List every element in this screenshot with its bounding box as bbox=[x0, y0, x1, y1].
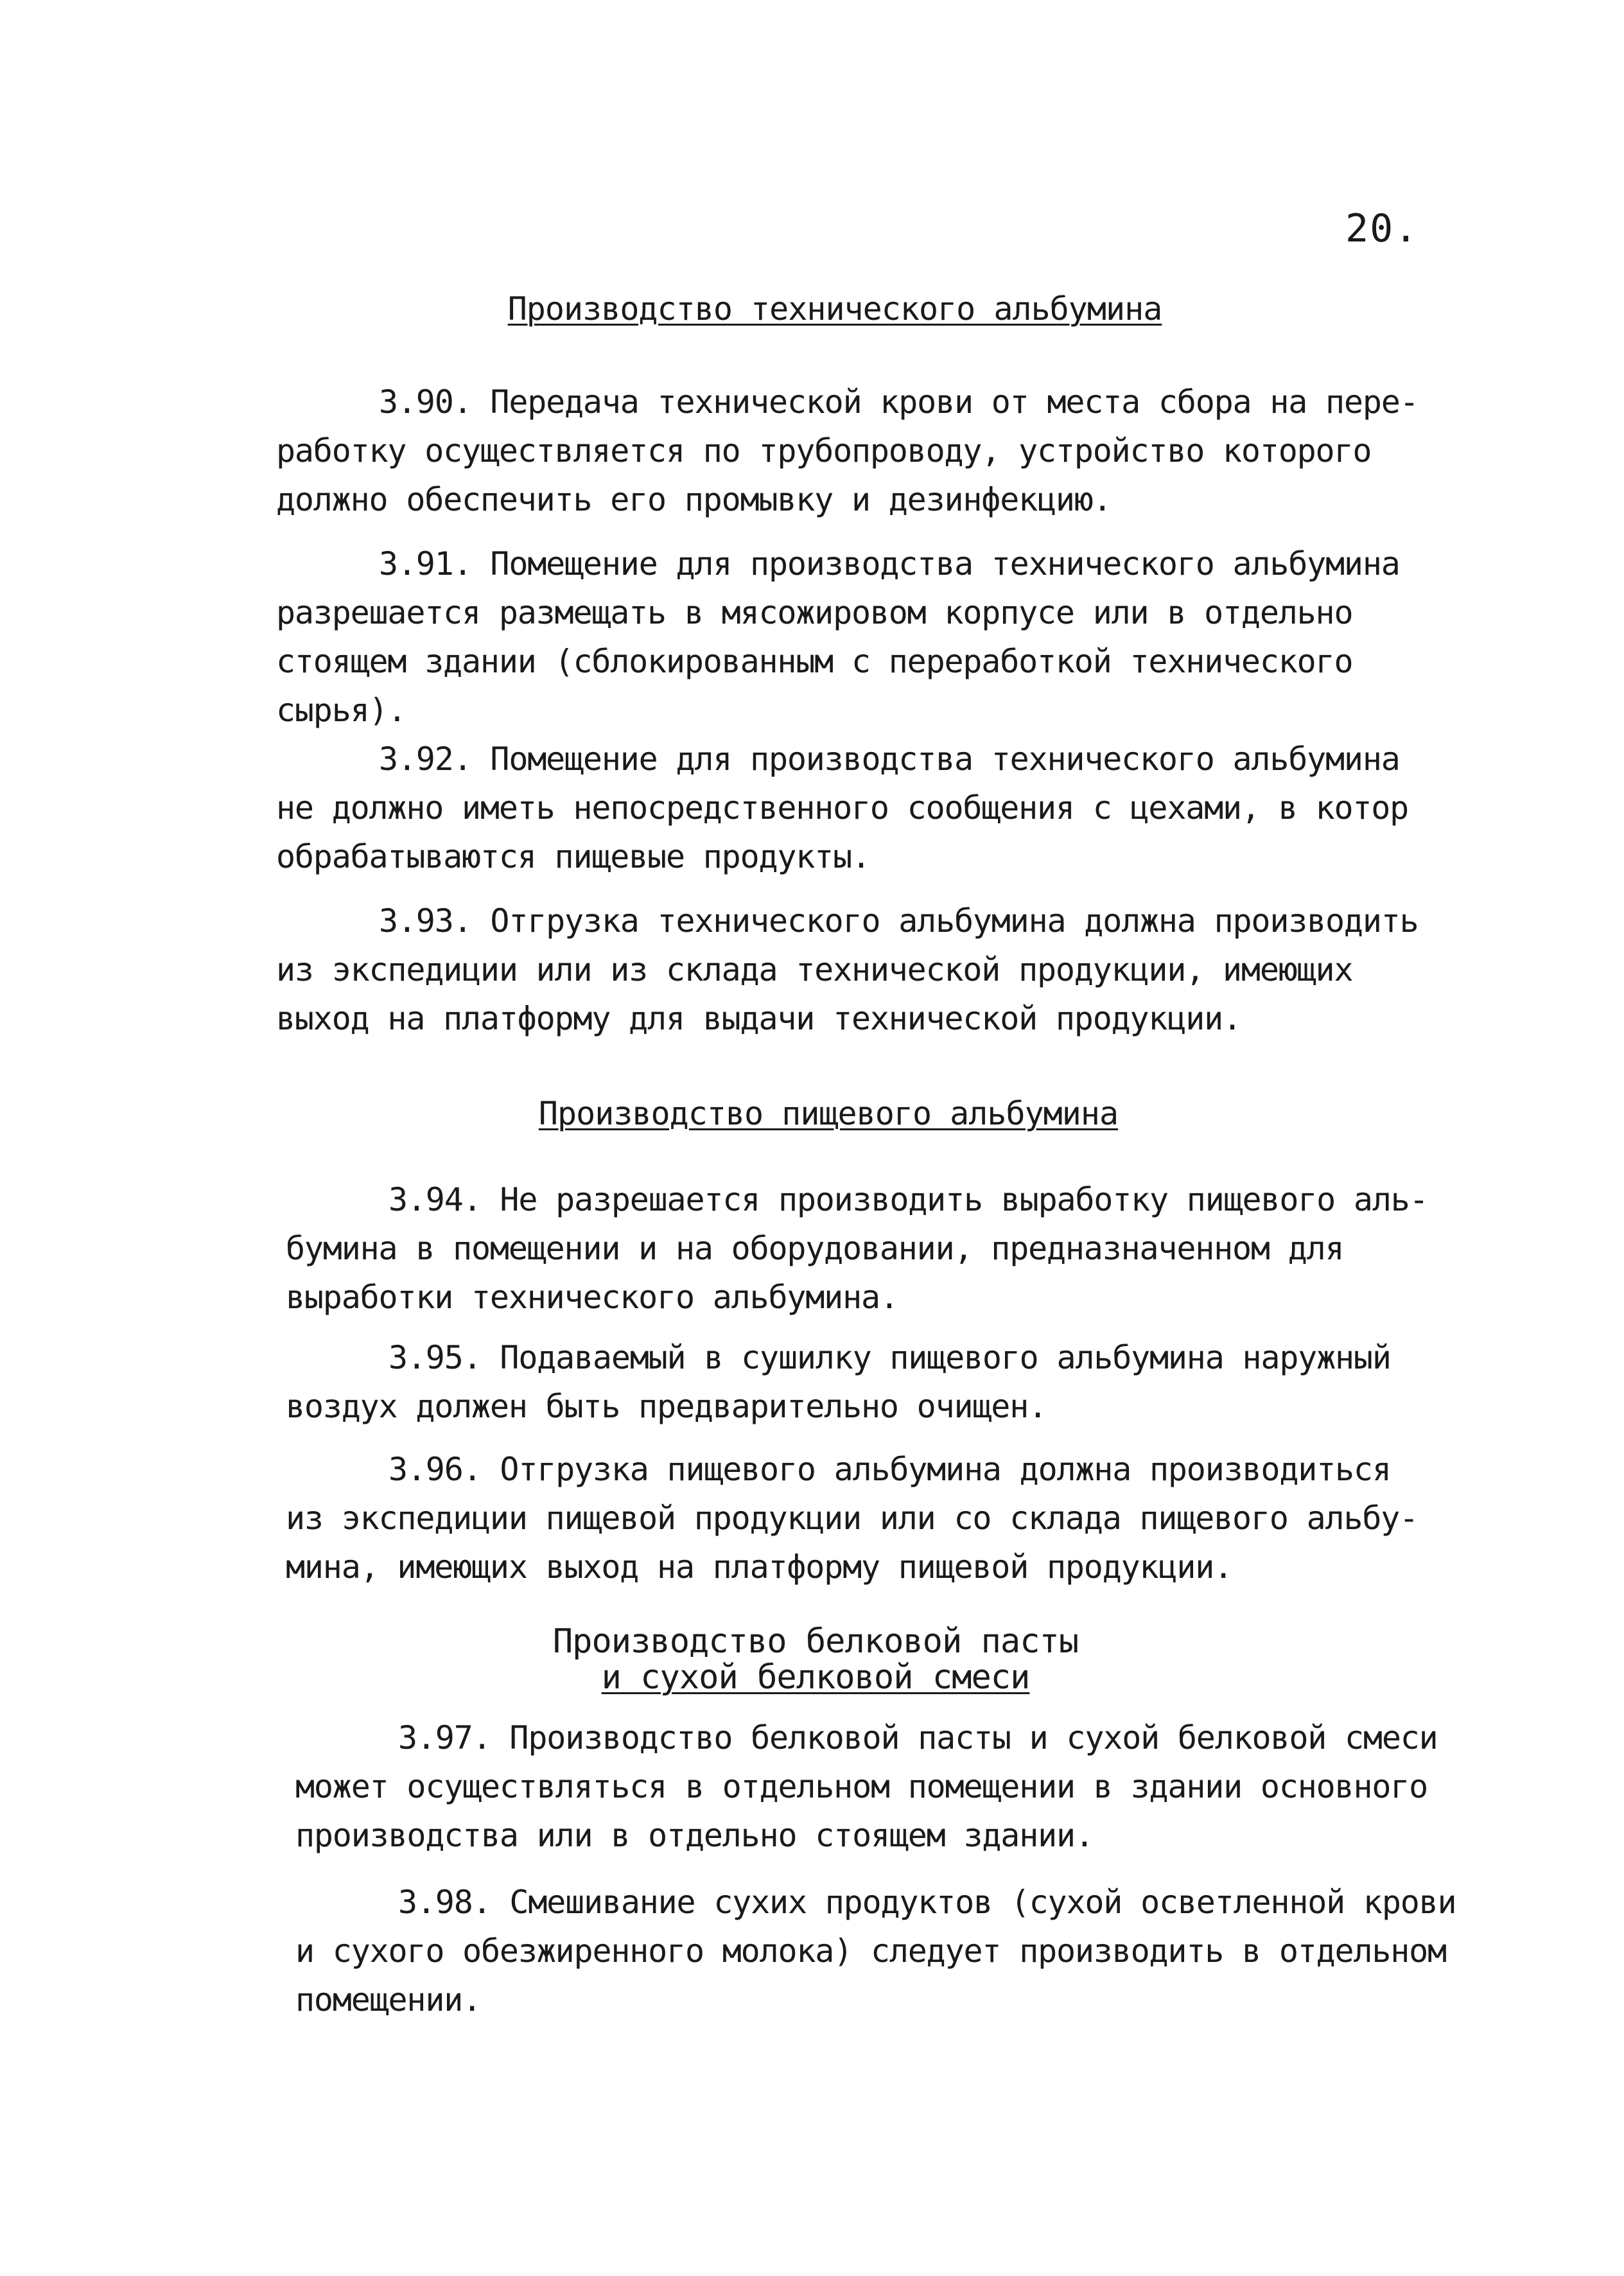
text-line: сырья). bbox=[276, 692, 406, 729]
text-line: может осуществляться в отдельном помещении в здании основного bbox=[295, 1768, 1428, 1805]
text-line: бумина в помещении и на оборудовании, предназначенном для bbox=[286, 1230, 1344, 1267]
text-line: из экспедиции или из склада технической продукции, имеющих bbox=[276, 951, 1353, 988]
text-line: 3.93. Отгрузка технического альбумина должна производить bbox=[379, 902, 1419, 940]
text-line: производства или в отдельно стоящем здании. bbox=[295, 1817, 1094, 1854]
text-line: мина, имеющих выход на платформу пищевой продукции. bbox=[286, 1548, 1233, 1586]
text-line: не должно иметь непосредственного сообщения с цехами, в котор bbox=[276, 789, 1409, 827]
text-line: и сухого обезжиренного молока) следует производить в отдельном bbox=[295, 1932, 1446, 1970]
paragraph-3-95 bbox=[286, 1333, 1391, 1431]
paragraph-3-96 bbox=[286, 1445, 1418, 1591]
text-line: 3.94. Не разрешается производить выработку пищевого аль- bbox=[389, 1181, 1428, 1218]
text-line: 3.96. Отгрузка пищевого альбумина должна производиться bbox=[389, 1451, 1391, 1488]
text-line: 3.97. Производство белковой пасты и сухой белковой смеси bbox=[398, 1719, 1438, 1756]
page-number: 20. bbox=[1345, 206, 1419, 251]
paragraph-3-97 bbox=[295, 1713, 1438, 1860]
text-line: стоящем здании (сблокированным с переработкой технического bbox=[276, 643, 1353, 680]
text-line: выход на платформу для выдачи технической продукции. bbox=[276, 1000, 1241, 1037]
text-line: 3.92. Помещение для производства технического альбумина bbox=[379, 740, 1400, 778]
paragraph-3-90 bbox=[276, 378, 1419, 524]
text-line: выработки технического альбумина. bbox=[286, 1279, 898, 1316]
text-line: разрешается размещать в мясожировом корпусе или в отдельно bbox=[276, 594, 1353, 631]
text-line: помещении. bbox=[295, 1981, 482, 2018]
heading-line-2: и сухой белковой смеси bbox=[601, 1658, 1030, 1697]
text-line: воздух должен быть предварительно очищен. bbox=[286, 1388, 1047, 1425]
paragraph-3-98 bbox=[295, 1878, 1456, 2024]
text-line: 3.98. Смешивание сухих продуктов (сухой осветленной крови bbox=[398, 1884, 1456, 1921]
section-heading-technical-albumin: Производство технического альбумина bbox=[507, 290, 1162, 328]
paragraph-3-92 bbox=[276, 735, 1408, 881]
text-line: из экспедиции пищевой продукции или со склада пищевого альбу- bbox=[286, 1500, 1419, 1537]
text-line: 3.95. Подаваемый в сушилку пищевого альбумина наружный bbox=[389, 1339, 1391, 1376]
paragraph-3-94 bbox=[286, 1175, 1428, 1322]
heading-line-1: Производство белковой пасты bbox=[552, 1622, 1079, 1661]
text-line: 3.91. Помещение для производства технического альбумина bbox=[379, 545, 1400, 582]
text-line: должно обеспечить его промывку и дезинфекцию. bbox=[276, 481, 1112, 518]
section-heading-food-albumin: Производство пищевого альбумина bbox=[538, 1095, 1119, 1132]
text-line: работку осуществляется по трубопроводу, устройство которого bbox=[276, 432, 1372, 469]
paragraph-3-91 bbox=[276, 539, 1400, 735]
text-line: обрабатываются пищевые продукты. bbox=[276, 838, 870, 875]
text-line: 3.90. Передача технической крови от места сбора на пере- bbox=[379, 383, 1419, 421]
section-heading-protein-paste bbox=[527, 1624, 1104, 1695]
paragraph-3-93 bbox=[276, 897, 1419, 1043]
